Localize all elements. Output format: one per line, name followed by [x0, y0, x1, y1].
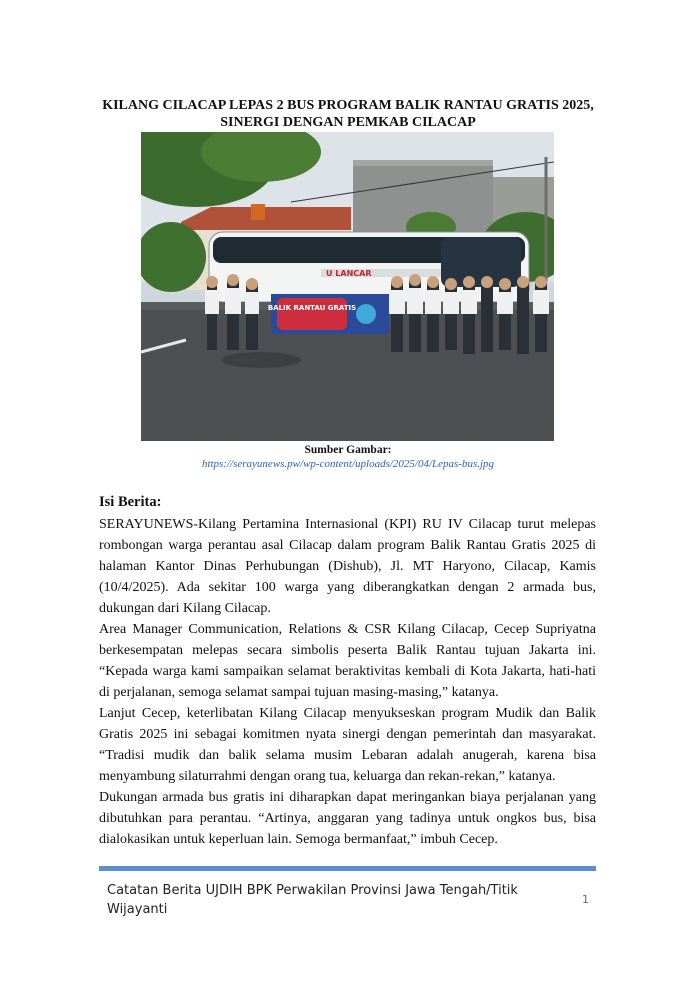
news-photo-illustration — [141, 132, 554, 441]
footer-divider — [99, 866, 596, 871]
bus-text: U LANCAR — [326, 269, 372, 278]
section-heading: Isi Berita: — [99, 494, 162, 510]
document-title: KILANG CILACAP LEPAS 2 BUS PROGRAM BALIK RANTAU GRATIS 2025, SINERGI DENGAN PEMKAB CILACAP — [102, 98, 594, 130]
image-caption-label: Sumber Gambar: — [304, 444, 392, 456]
news-photo — [141, 132, 554, 441]
image-source-link[interactable]: https://serayunews.pw/wp-content/uploads/2025/04/Lepas-bus.jpg — [201, 458, 495, 470]
article-body — [99, 514, 596, 850]
footer-text: Catatan Berita UJDIH BPK Perwakilan Provinsi Jawa Tengah/Titik Wijayanti — [107, 883, 518, 917]
banner-text: BALIK RANTAU GRATIS — [267, 304, 357, 312]
article-paragraph: Area Manager Communication, Relations & CSR Kilang Cilacap, Cecep Supriyatna berkesempatan melepas secara simbolis peserta Balik Rantau tujuan Jakarta ini. “Kepada warga kami sampaikan selamat beraktivitas kembali di Kota Jakarta, hati-hati di perjalanan, semoga selamat sampai tujuan masing-masing,” katanya. — [99, 622, 596, 700]
article-paragraph: Lanjut Cecep, keterlibatan Kilang Cilacap menyukseskan program Mudik dan Balik Gratis 2025 ini sebagai komitmen nyata sinergi dengan pemerintah dan masyarakat. “Tradisi mudik dan balik selama musim Lebaran adalah anugerah, karena bisa menyambung silaturrahmi dengan orang tua, keluarga dan rekan-rekan,” katanya. — [99, 706, 596, 784]
article-paragraph: SERAYUNEWS-Kilang Pertamina Internasional (KPI) RU IV Cilacap turut melepas rombongan warga perantau asal Cilacap dalam program Balik Rantau Gratis 2025 di halaman Kantor Dinas Perhubungan (Dishub), Jl. MT Haryono, Cilacap, Kamis (10/4/2025). Ada sekitar 100 warga yang diberangkatkan dengan 2 armada bus, dukungan dari Kilang Cilacap. — [99, 517, 596, 616]
page-number: 1 — [582, 893, 589, 906]
article-paragraph: Dukungan armada bus gratis ini diharapkan dapat meringankan biaya perjalanan yang dibutuhkan para perantau. “Artinya, anggaran yang tadinya untuk ongkos bus, bisa dialokasikan untuk keperluan lain. Semoga bermanfaat,” imbuh Cecep. — [99, 790, 596, 847]
